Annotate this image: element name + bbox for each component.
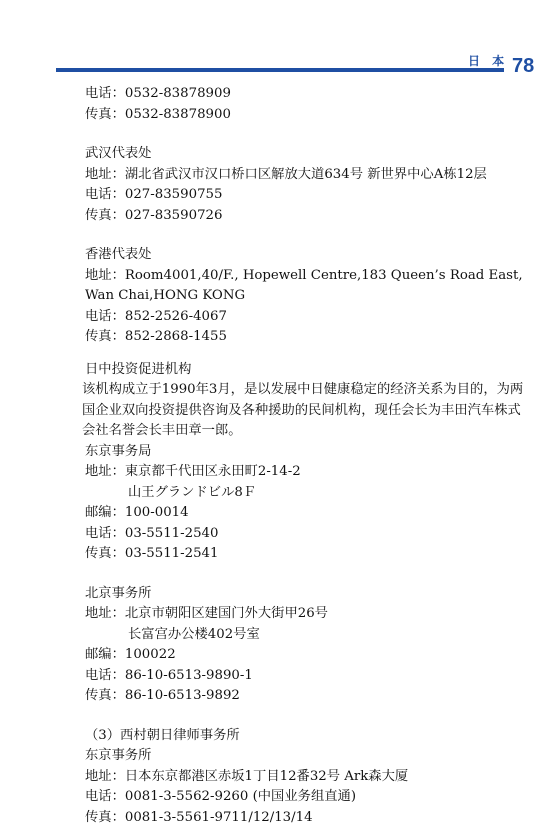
contact-address-cont: 长富宫办公楼402号室 — [85, 625, 515, 646]
contact-address: 地址：日本东京都港区赤坂1丁目12番32号 Ark森大厦 — [85, 767, 515, 788]
header-rule — [56, 68, 504, 72]
section-title: 武汉代表处 — [85, 144, 515, 165]
org-description: 该机构成立于1990年3月，是以发展中日健康稳定的经济关系为目的，为两国企业双向投资提供咨询及各种援助的民间机构，现任会长为丰田汽车株式会社名誉会长丰田章一郎。 — [82, 380, 533, 442]
contact-phone: 电话：03-5511-2540 — [85, 524, 515, 545]
contact-address: 地址：湖北省武汉市汉口桥口区解放大道634号 新世界中心A栋12层 — [85, 165, 515, 186]
contact-fax: 传真：852-2868-1455 — [85, 327, 515, 348]
office-name: 东京事务所 — [85, 746, 515, 767]
contact-fax: 传真：0081-3-5561-9711/12/13/14 — [85, 808, 515, 828]
country-label: 日 本 — [468, 52, 508, 69]
office-name: 东京事务局 — [85, 442, 515, 463]
contact-address-cont: 山王グランドビル8Ｆ — [85, 483, 515, 504]
contact-fax: 传真：86-10-6513-9892 — [85, 686, 515, 707]
contact-phone: 电话：0081-3-5562-9260 (中国业务组直通) — [85, 787, 515, 808]
contact-fax: 传真：03-5511-2541 — [85, 544, 515, 565]
contact-phone: 电话：0532-83878909 — [85, 84, 515, 105]
page-number: 78 — [512, 55, 534, 78]
contact-fax: 传真：0532-83878900 — [85, 105, 515, 126]
contact-phone: 电话：852-2526-4067 — [85, 307, 515, 328]
section-title: 日中投资促进机构 — [85, 360, 515, 381]
section-title: 香港代表处 — [85, 245, 515, 266]
contact-fax: 传真：027-83590726 — [85, 206, 515, 227]
page-header — [0, 0, 559, 80]
contact-address: 地址：東京都千代田区永田町2-14-2 — [85, 462, 515, 483]
contact-phone: 电话：86-10-6513-9890-1 — [85, 666, 515, 687]
section-title: （3）西村朝日律师事务所 — [85, 726, 515, 747]
contact-phone: 电话：027-83590755 — [85, 185, 515, 206]
office-name: 北京事务所 — [85, 584, 515, 605]
contact-address-cont: Wan Chai,HONG KONG — [85, 286, 515, 307]
contact-postcode: 邮编：100-0014 — [85, 503, 515, 524]
contact-address: 地址：Room4001,40/F., Hopewell Centre,183 Queen’s Road East, — [85, 266, 515, 287]
contact-address: 地址：北京市朝阳区建国门外大街甲26号 — [85, 604, 515, 625]
page-body — [85, 84, 515, 828]
contact-postcode: 邮编：100022 — [85, 645, 515, 666]
